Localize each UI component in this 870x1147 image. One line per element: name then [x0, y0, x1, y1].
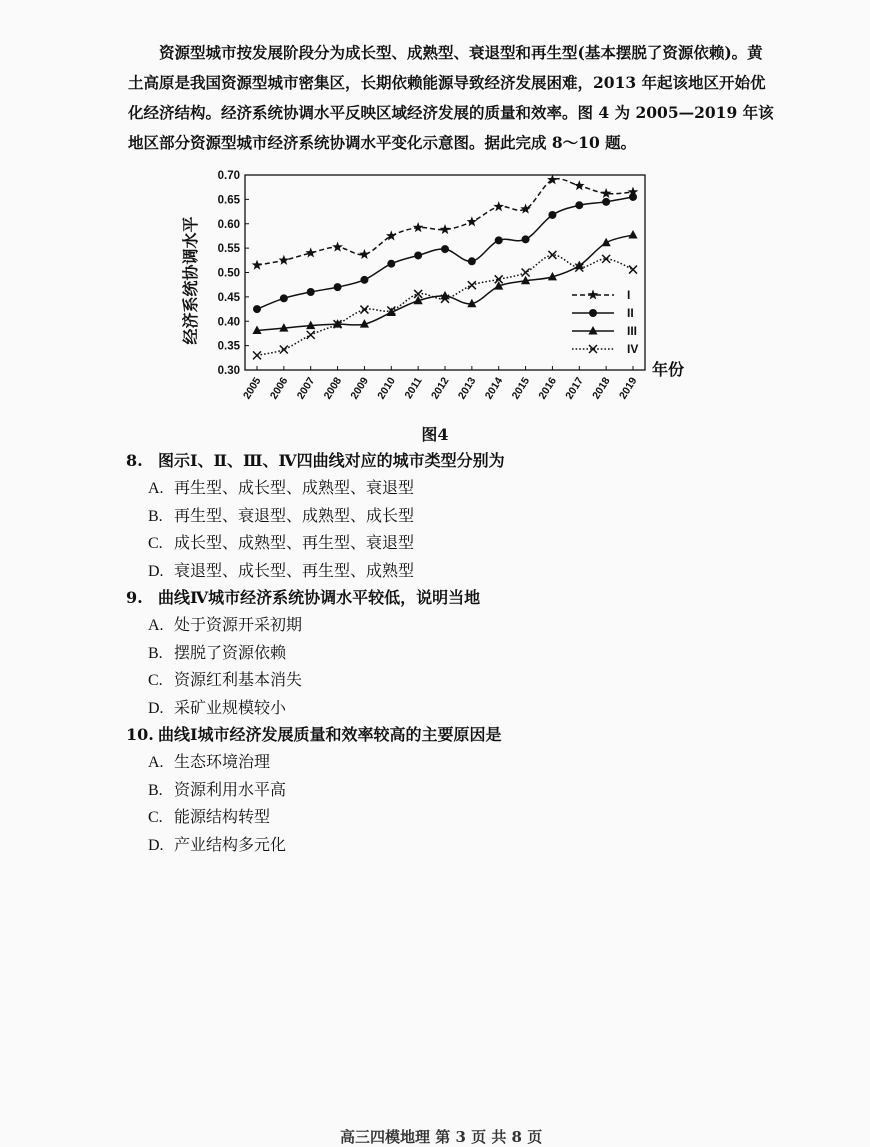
data-point-I	[305, 247, 316, 257]
option-a[interactable]	[126, 474, 786, 502]
data-point-IV	[468, 281, 476, 289]
option-text: 衰退型、成长型、再生型、成熟型	[174, 560, 415, 580]
data-point-II	[468, 257, 476, 265]
data-point-I	[279, 255, 290, 265]
question-stem	[126, 584, 786, 611]
data-point-IV	[280, 346, 288, 354]
data-point-I	[332, 242, 343, 252]
y-tick-label: 0.40	[217, 316, 240, 329]
data-point-I	[601, 188, 612, 198]
option-b[interactable]	[126, 502, 786, 530]
data-point-II	[575, 201, 583, 209]
option-letter: B.	[148, 507, 163, 525]
option-letter: B.	[148, 781, 163, 799]
data-point-I	[574, 180, 585, 190]
x-tick-label: 2010	[375, 375, 398, 402]
question-stem	[126, 721, 786, 748]
question-8	[126, 447, 786, 584]
option-letter: A.	[148, 754, 164, 771]
option-text: 再生型、衰退型、成熟型、成长型	[174, 505, 415, 525]
x-tick-label: 2016	[536, 375, 559, 402]
question-stem	[126, 447, 786, 474]
option-letter: B.	[148, 644, 163, 662]
x-tick-label: 2009	[348, 375, 371, 402]
option-a[interactable]	[126, 748, 786, 776]
option-letter: C.	[148, 535, 163, 552]
line-chart	[170, 160, 690, 410]
option-text: 摆脱了资源依赖	[174, 642, 287, 662]
question-number: 8.	[126, 451, 143, 470]
option-text: 资源红利基本消失	[174, 670, 303, 689]
x-tick-label: 2017	[563, 375, 586, 402]
option-c[interactable]	[126, 803, 786, 831]
option-c[interactable]	[126, 529, 786, 557]
x-tick-label: 2019	[616, 375, 640, 402]
option-letter: D.	[148, 836, 164, 854]
data-point-I	[493, 201, 504, 211]
x-tick-label: 2008	[321, 375, 345, 402]
x-tick-label: 2012	[428, 375, 452, 402]
data-point-II	[334, 283, 342, 291]
option-text: 再生型、成长型、成熟型、衰退型	[174, 478, 415, 497]
data-point-I	[252, 260, 263, 270]
data-point-II	[414, 251, 422, 259]
x-axis-label: 年份	[652, 362, 685, 379]
question-number: 9.	[126, 588, 143, 607]
x-tick-label: 2007	[294, 375, 318, 402]
data-point-II	[629, 193, 637, 201]
option-d[interactable]	[126, 831, 786, 859]
data-point-II	[307, 288, 315, 296]
y-tick-label: 0.70	[217, 170, 240, 182]
question-10	[126, 721, 786, 858]
x-tick-label: 2015	[509, 375, 533, 402]
page-footer: 高三四模地理 第 3 页 共 8 页	[340, 1128, 543, 1146]
option-text: 生态环境治理	[174, 752, 271, 771]
option-text: 能源结构转型	[174, 807, 271, 826]
option-letter: C.	[148, 672, 163, 689]
x-tick-label: 2011	[402, 375, 425, 401]
question-9	[126, 584, 786, 721]
question-number: 10.	[126, 725, 154, 744]
option-letter: A.	[148, 617, 164, 634]
data-point-IV	[602, 255, 610, 263]
option-letter: A.	[148, 480, 164, 497]
x-tick-label: 2014	[482, 375, 506, 402]
data-point-IV	[629, 266, 637, 274]
y-tick-label: 0.35	[217, 340, 240, 353]
data-point-I	[467, 216, 478, 226]
option-text: 成长型、成熟型、再生型、衰退型	[174, 533, 415, 552]
option-text: 采矿业规模较小	[174, 697, 287, 717]
option-d[interactable]	[126, 557, 786, 585]
option-c[interactable]	[126, 666, 786, 694]
option-b[interactable]	[126, 776, 786, 804]
question-text: 曲线Ⅳ城市经济系统协调水平较低，说明当地	[158, 588, 481, 607]
option-text: 产业结构多元化	[174, 834, 287, 854]
y-tick-label: 0.50	[217, 267, 240, 280]
option-text: 处于资源开采初期	[174, 615, 303, 634]
question-list	[126, 447, 786, 858]
data-point-IV	[307, 331, 315, 339]
data-point-I	[440, 224, 451, 234]
y-axis-label: 经济系统协调水平	[183, 216, 200, 345]
data-point-II	[387, 260, 395, 268]
data-point-III	[628, 230, 637, 239]
data-point-II	[253, 305, 261, 313]
y-tick-label: 0.30	[217, 365, 240, 377]
data-point-II	[548, 211, 556, 219]
y-tick-label: 0.60	[217, 218, 240, 231]
question-text: 曲线Ⅰ城市经济发展质量和效率较高的主要原因是	[158, 725, 502, 744]
intro-paragraph: 资源型城市按发展阶段分为成长型、成熟型、衰退型和再生型(基本摆脱了资源依赖)。黄土高原是我国资源型城市密集区，长期依赖能源导致经济发展困难，2013 年起该地区开始优化经济结构。经济系统协调水平反映区域经济发展的质量和效率。图 4 为 2005—2019 年该地区部分资源型城市经济系统协调水平变化示意图。据此完成 8～10 题。	[128, 43, 774, 152]
data-point-II	[360, 276, 368, 284]
data-point-III	[602, 238, 611, 247]
option-letter: C.	[148, 809, 163, 826]
data-point-IV	[253, 351, 261, 359]
data-point-I	[520, 204, 531, 214]
y-tick-label: 0.45	[217, 291, 240, 304]
data-point-II	[441, 245, 449, 253]
data-point-II	[602, 198, 610, 206]
x-tick-label: 2005	[240, 375, 264, 402]
x-tick-label: 2018	[590, 375, 613, 402]
y-tick-label: 0.55	[217, 243, 240, 256]
data-point-II	[495, 236, 503, 244]
legend-label-II: II	[627, 306, 634, 320]
data-point-I	[359, 249, 370, 259]
y-tick-label: 0.65	[217, 194, 240, 207]
legend-label-III: III	[627, 324, 638, 338]
option-letter: D.	[148, 562, 164, 580]
option-letter: D.	[148, 699, 164, 717]
x-tick-label: 2006	[267, 375, 291, 402]
legend-marker-II	[589, 309, 597, 317]
legend-label-IV: IV	[627, 342, 639, 356]
option-a[interactable]	[126, 611, 786, 639]
option-b[interactable]	[126, 639, 786, 667]
figure-caption: 图4	[421, 425, 449, 444]
option-text: 资源利用水平高	[174, 779, 287, 799]
data-point-IV	[522, 269, 530, 277]
option-d[interactable]	[126, 694, 786, 722]
data-point-II	[522, 235, 530, 243]
data-point-IV	[360, 306, 368, 314]
data-point-I	[413, 222, 424, 232]
data-point-II	[280, 294, 288, 302]
x-tick-label: 2013	[455, 375, 479, 402]
legend-label-I: I	[627, 288, 631, 302]
question-text: 图示Ⅰ、Ⅱ、Ⅲ、Ⅳ四曲线对应的城市类型分别为	[158, 451, 505, 470]
